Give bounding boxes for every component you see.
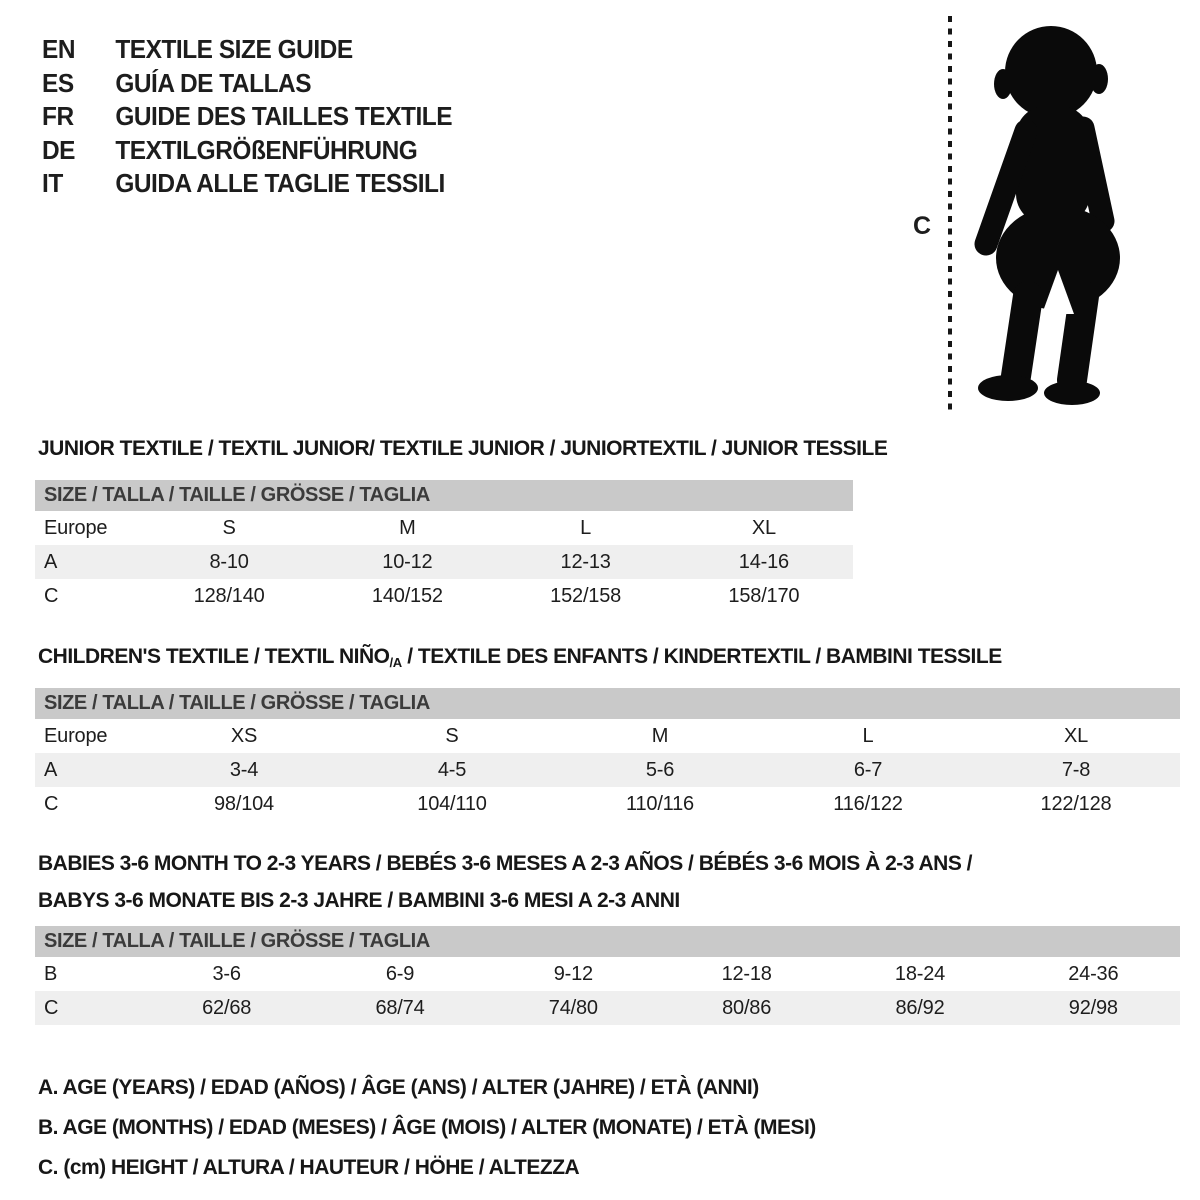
table-cell: 74/80 <box>548 996 598 1019</box>
table-cell: 8-10 <box>209 550 249 573</box>
size-header-bar: SIZE / TALLA / TAILLE / GRÖSSE / TAGLIA <box>35 688 1180 719</box>
section-title-children-sub: /A <box>389 655 402 670</box>
table-cell: XL <box>751 516 776 539</box>
table-cell: 104/110 <box>417 792 487 815</box>
table-cell: 128/140 <box>193 584 265 607</box>
row-label: C <box>44 996 59 1019</box>
table-cell: XL <box>1063 724 1089 747</box>
table-cell: 14-16 <box>738 550 789 573</box>
table-cell: 6-9 <box>385 962 415 985</box>
table-cell: 3-4 <box>229 758 259 781</box>
section-title-children-text: CHILDREN'S TEXTILE / TEXTIL NIÑO <box>38 645 390 668</box>
table-row <box>35 511 853 545</box>
language-row-fr <box>42 100 452 134</box>
table-cell: 158/170 <box>728 584 800 607</box>
baby-silhouette <box>966 16 1136 412</box>
language-row-es <box>42 67 452 101</box>
size-header-bar: SIZE / TALLA / TAILLE / GRÖSSE / TAGLIA <box>35 480 853 511</box>
children-size-table <box>35 688 1180 821</box>
table-cell: 110/116 <box>626 792 694 815</box>
table-cell: XS <box>230 724 258 747</box>
table-row <box>35 753 1180 787</box>
table-cell: 24-36 <box>1068 962 1119 985</box>
table-cell: 10-12 <box>382 550 433 573</box>
table-cell: S <box>445 724 459 747</box>
row-label: A <box>44 758 58 781</box>
table-cell: 18-24 <box>894 962 946 985</box>
table-cell: 7-8 <box>1061 758 1091 781</box>
babies-size-table <box>35 926 1180 1025</box>
language-list <box>42 33 478 201</box>
table-cell: 86/92 <box>895 996 945 1019</box>
table-row <box>35 957 1180 991</box>
junior-size-table <box>35 480 853 613</box>
table-row <box>35 719 1180 753</box>
language-code: EN <box>42 34 76 65</box>
language-code: DE <box>42 134 76 165</box>
row-label: C <box>44 792 59 815</box>
language-title: TEXTILGRÖßENFÜHRUNG <box>115 134 418 165</box>
table-cell: 80/86 <box>722 996 772 1019</box>
section-title-babies-line2: BABYS 3-6 MONATE BIS 2-3 JAHRE / BAMBINI 3-6 MESI A 2-3 ANNI <box>38 889 680 912</box>
table-row <box>35 579 853 613</box>
table-cell: 98/104 <box>214 792 274 815</box>
footnote-b: B. AGE (MONTHS) / EDAD (MESES) / ÂGE (MOIS) / ALTER (MONATE) / ETÀ (MESI) <box>38 1116 816 1139</box>
footnote-c: C. (cm) HEIGHT / ALTURA / HAUTEUR / HÖHE / ALTEZZA <box>38 1156 580 1179</box>
height-measure-label: C <box>913 212 932 240</box>
table-cell: 4-5 <box>437 758 467 781</box>
language-code: IT <box>42 168 63 199</box>
language-row-en <box>42 33 452 67</box>
language-title: TEXTILE SIZE GUIDE <box>115 34 353 65</box>
table-cell: 68/74 <box>375 996 425 1019</box>
table-cell: 152/158 <box>550 584 622 607</box>
row-label: B <box>44 962 58 985</box>
table-cell: 92/98 <box>1068 996 1118 1019</box>
table-cell: M <box>651 724 669 747</box>
section-title-children <box>38 645 1002 669</box>
language-title: GUIDE DES TAILLES TEXTILE <box>115 101 453 132</box>
table-cell: S <box>222 516 236 539</box>
table-row <box>35 545 853 579</box>
row-label: C <box>44 584 59 607</box>
language-code: FR <box>42 101 74 132</box>
table-cell: M <box>399 516 416 539</box>
language-title: GUIDA ALLE TAGLIE TESSILI <box>115 168 445 199</box>
section-title-children-text: / TEXTILE DES ENFANTS / KINDERTEXTIL / BAMBINI TESSILE <box>401 645 1002 668</box>
language-row-de <box>42 134 452 168</box>
row-label: Europe <box>44 516 108 539</box>
table-cell: 140/152 <box>371 584 443 607</box>
footnotes <box>38 1068 816 1188</box>
section-title-babies-line1: BABIES 3-6 MONTH TO 2-3 YEARS / BEBÉS 3-6 MESES A 2-3 AÑOS / BÉBÉS 3-6 MOIS À 2-3 ANS / <box>38 852 973 875</box>
footnote-a: A. AGE (YEARS) / EDAD (AÑOS) / ÂGE (ANS) / ALTER (JAHRE) / ETÀ (ANNI) <box>38 1076 759 1099</box>
table-row <box>35 787 1180 821</box>
table-cell: 12-18 <box>721 962 772 985</box>
table-cell: 122/128 <box>1040 792 1112 815</box>
table-cell: 62/68 <box>202 996 252 1019</box>
height-measure-dotted-line <box>948 16 952 414</box>
table-cell: L <box>580 516 592 539</box>
table-row <box>35 991 1180 1025</box>
table-cell: 12-13 <box>560 550 611 573</box>
language-row-it <box>42 167 452 201</box>
table-cell: 6-7 <box>853 758 883 781</box>
table-cell: L <box>862 724 874 747</box>
row-label: A <box>44 550 58 573</box>
language-title: GUÍA DE TALLAS <box>115 67 312 98</box>
table-cell: 116/122 <box>833 792 903 815</box>
table-cell: 3-6 <box>212 962 241 985</box>
language-code: ES <box>42 67 74 98</box>
row-label: Europe <box>44 724 108 747</box>
table-cell: 9-12 <box>553 962 593 985</box>
table-cell: 5-6 <box>645 758 675 781</box>
section-title-junior: JUNIOR TEXTILE / TEXTIL JUNIOR/ TEXTILE JUNIOR / JUNIORTEXTIL / JUNIOR TESSILE <box>38 437 888 460</box>
size-header-bar: SIZE / TALLA / TAILLE / GRÖSSE / TAGLIA <box>35 926 1180 957</box>
